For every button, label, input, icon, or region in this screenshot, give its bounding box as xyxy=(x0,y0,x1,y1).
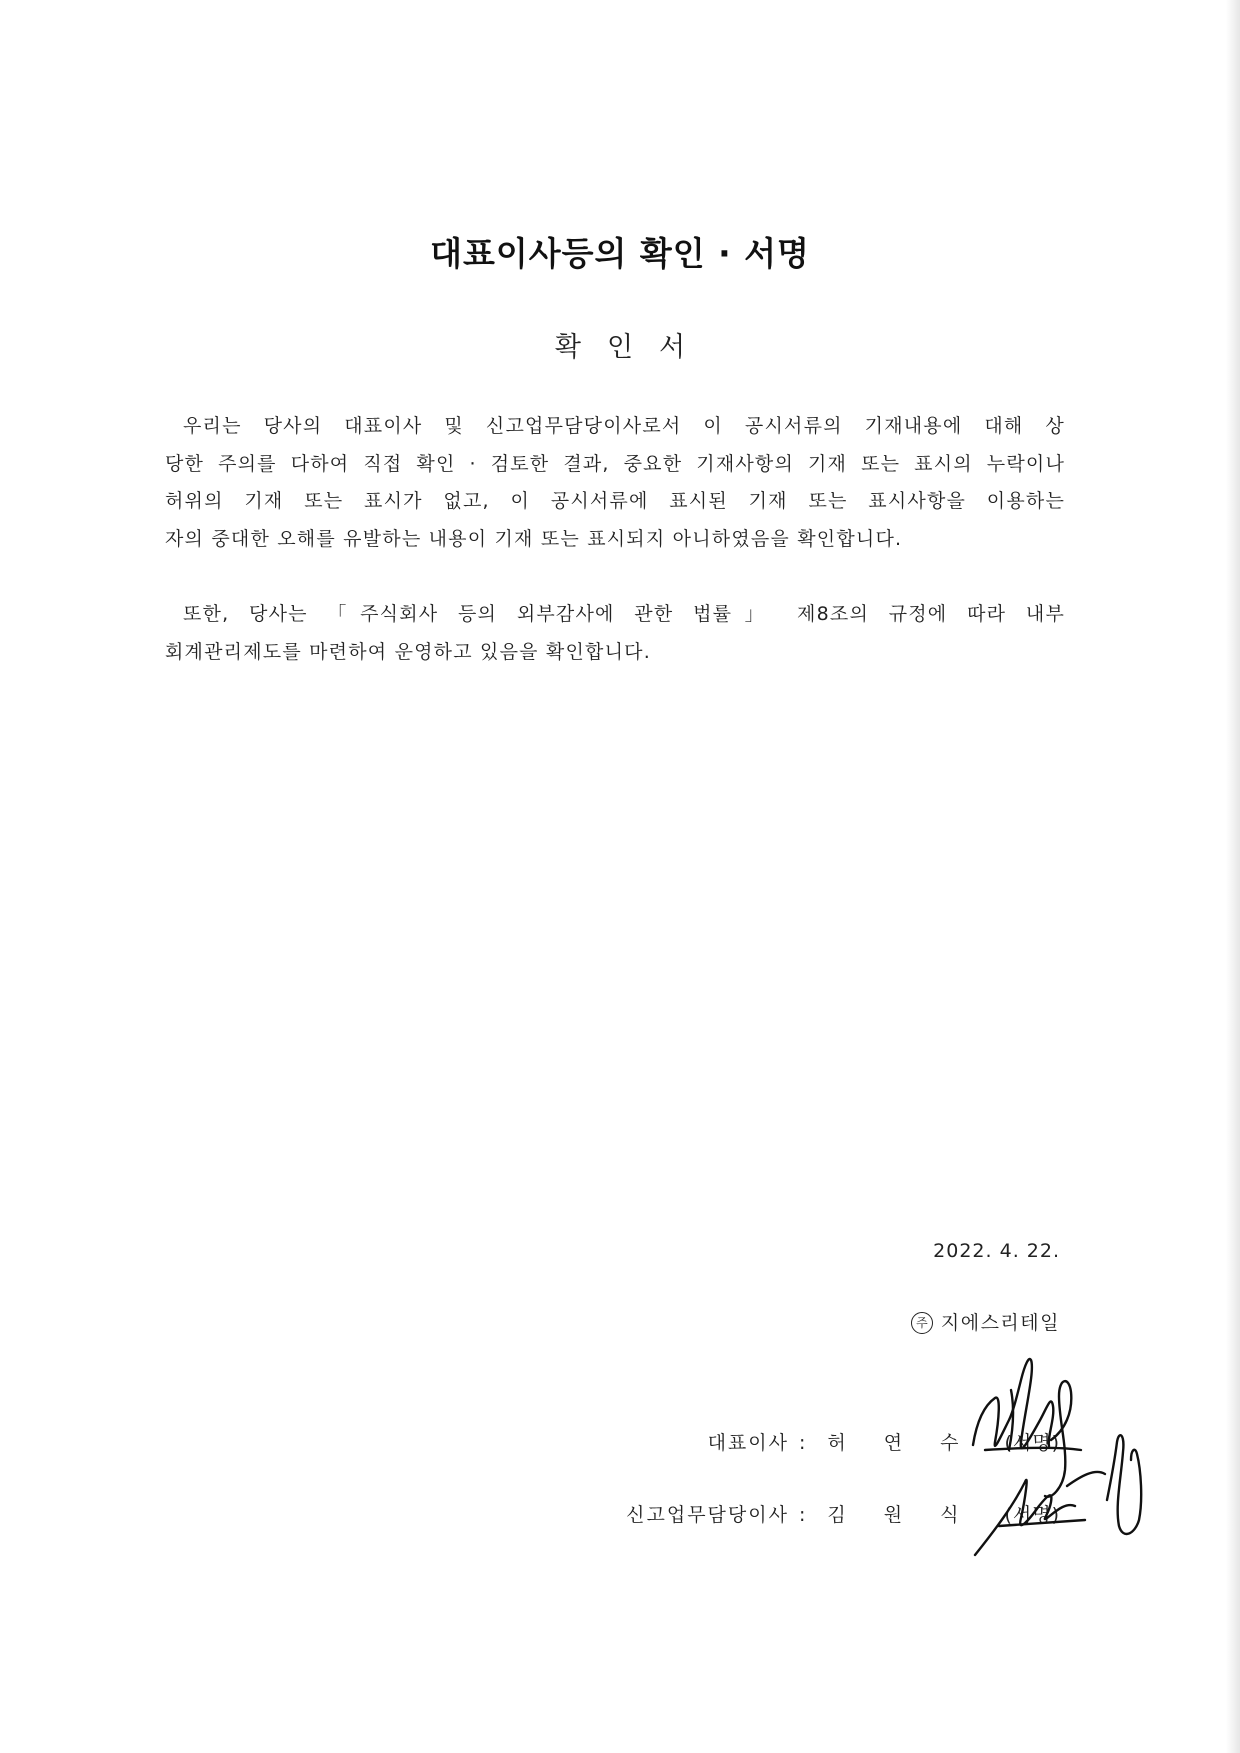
sign-label: (서명) xyxy=(1004,1432,1060,1454)
corporation-mark-icon: 주 xyxy=(911,1312,933,1334)
signer-role: 대표이사 xyxy=(707,1432,789,1454)
paragraph-line: 허위의 기재 또는 표시가 없고, 이 공시서류에 표시된 기재 또는 표시사항을 이용하는 xyxy=(165,490,1065,512)
paragraph-line: 또한, 당사는 「주식회사 등의 외부감사에 관한 법률」 제8조의 규정에 따라 내부 xyxy=(183,603,1065,625)
document-date: 2022. 4. 22. xyxy=(933,1240,1060,1262)
paragraph-line: 당한 주의를 다하여 직접 확인 · 검토한 결과, 중요한 기재사항의 기재 또는 표시의 누락이나 xyxy=(165,452,1065,475)
signer-separator: : xyxy=(798,1432,806,1454)
signer-row-reporting-director xyxy=(626,1500,1060,1527)
signer-name: 허연수 xyxy=(827,1432,997,1454)
main-title: 대표이사등의 확인 · 서명 xyxy=(430,234,810,273)
signer-name: 김원식 xyxy=(827,1504,997,1526)
handwritten-signature-icon xyxy=(955,1350,1165,1585)
company-name-block xyxy=(911,1308,1060,1335)
internal-control-paragraph xyxy=(165,596,1065,671)
paragraph-line: 회계관리제도를 마련하여 운영하고 있음을 확인합니다. xyxy=(165,640,651,663)
paragraph-line: 자의 중대한 오해를 유발하는 내용이 기재 또는 표시되지 아니하였음을 확인합니다. xyxy=(165,527,903,550)
company-name: 지에스리테일 xyxy=(940,1312,1060,1334)
sub-title: 확인서 xyxy=(554,332,712,363)
sign-label: (서명) xyxy=(1004,1504,1060,1526)
signer-row-ceo xyxy=(708,1428,1060,1455)
signer-role: 신고업무담당이사 xyxy=(626,1504,789,1526)
signer-separator: : xyxy=(798,1504,806,1526)
paragraph-line: 우리는 당사의 대표이사 및 신고업무담당이사로서 이 공시서류의 기재내용에 대해 상 xyxy=(183,415,1065,437)
confirmation-paragraph xyxy=(165,408,1065,558)
